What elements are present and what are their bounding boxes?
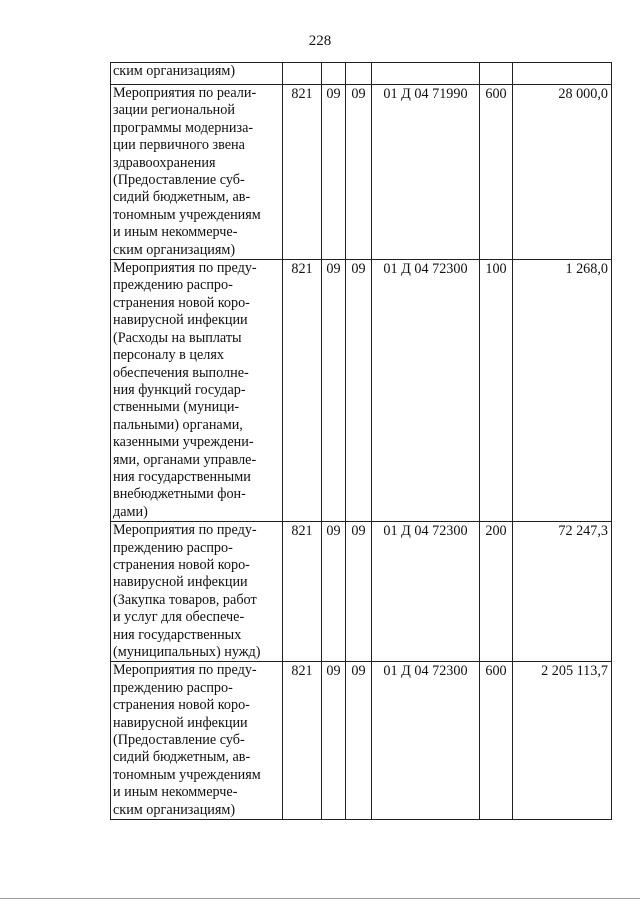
table-row (111, 662, 612, 820)
cell-subsection: 09 (346, 260, 372, 522)
cell-section: 09 (322, 85, 346, 260)
cell-expense-type: 200 (480, 522, 513, 662)
cell-name (111, 260, 283, 522)
row-name: Мероприятия по преду- преждению распро- странения новой коро- навирусной инфекции (Предоставление суб- сидий бюджетным, ав- тономным учреждениям и иным некоммерче- ским организациям) (113, 662, 261, 818)
cell-section: 09 (322, 662, 346, 820)
row-name: Мероприятия по преду- преждению распро- странения новой коро- навирусной инфекции (Закупка товаров, работ и услуг для обеспече- ния государственных (муниципальных) нужд) (113, 522, 261, 660)
cell-target: 01 Д 04 72300 (372, 662, 480, 820)
cell-name (111, 662, 283, 820)
budget-table-body (111, 63, 612, 820)
cell-name (111, 85, 283, 260)
cell-subsection (346, 63, 372, 85)
cell-section: 09 (322, 260, 346, 522)
page-number: 228 (308, 33, 332, 49)
cell-expense-type: 100 (480, 260, 513, 522)
cell-target: 01 Д 04 72300 (372, 260, 480, 522)
table-row (111, 260, 612, 522)
cell-amount: 2 205 113,7 (513, 662, 612, 820)
table-row (111, 522, 612, 662)
cell-target (372, 63, 480, 85)
cell-name (111, 63, 283, 85)
budget-table (110, 62, 612, 820)
cell-section (322, 63, 346, 85)
cell-admin: 821 (283, 662, 322, 820)
cell-expense-type: 600 (480, 85, 513, 260)
cell-amount: 72 247,3 (513, 522, 612, 662)
cell-amount: 28 000,0 (513, 85, 612, 260)
cell-amount (513, 63, 612, 85)
cell-expense-type (480, 63, 513, 85)
cell-target: 01 Д 04 71990 (372, 85, 480, 260)
row-name: Мероприятия по реали- зации региональной программы модерниза- ции первичного звена здравоохранения (Предоставление суб- сидий бюджетным, ав- тономным учреждениям и иным некоммерче- ским организациям) (113, 85, 261, 258)
cell-amount: 1 268,0 (513, 260, 612, 522)
row-name: ским организациям) (113, 63, 236, 79)
cell-subsection: 09 (346, 662, 372, 820)
cell-name (111, 522, 283, 662)
cell-subsection: 09 (346, 85, 372, 260)
cell-section: 09 (322, 522, 346, 662)
cell-target: 01 Д 04 72300 (372, 522, 480, 662)
table-row (111, 85, 612, 260)
cell-subsection: 09 (346, 522, 372, 662)
cell-admin (283, 63, 322, 85)
cell-admin: 821 (283, 260, 322, 522)
cell-expense-type: 600 (480, 662, 513, 820)
table-row (111, 63, 612, 85)
row-name: Мероприятия по преду- преждению распро- странения новой коро- навирусной инфекции (Расходы на выплаты персоналу в целях обеспечения выполне- ния функций государ- ственными (муници- пальными) органами, казенными учреждени- ями, органами управле- ния государственными внебюджетными фон- дами) (113, 260, 257, 520)
page-bottom-edge (0, 898, 640, 899)
cell-admin: 821 (283, 85, 322, 260)
cell-admin: 821 (283, 522, 322, 662)
